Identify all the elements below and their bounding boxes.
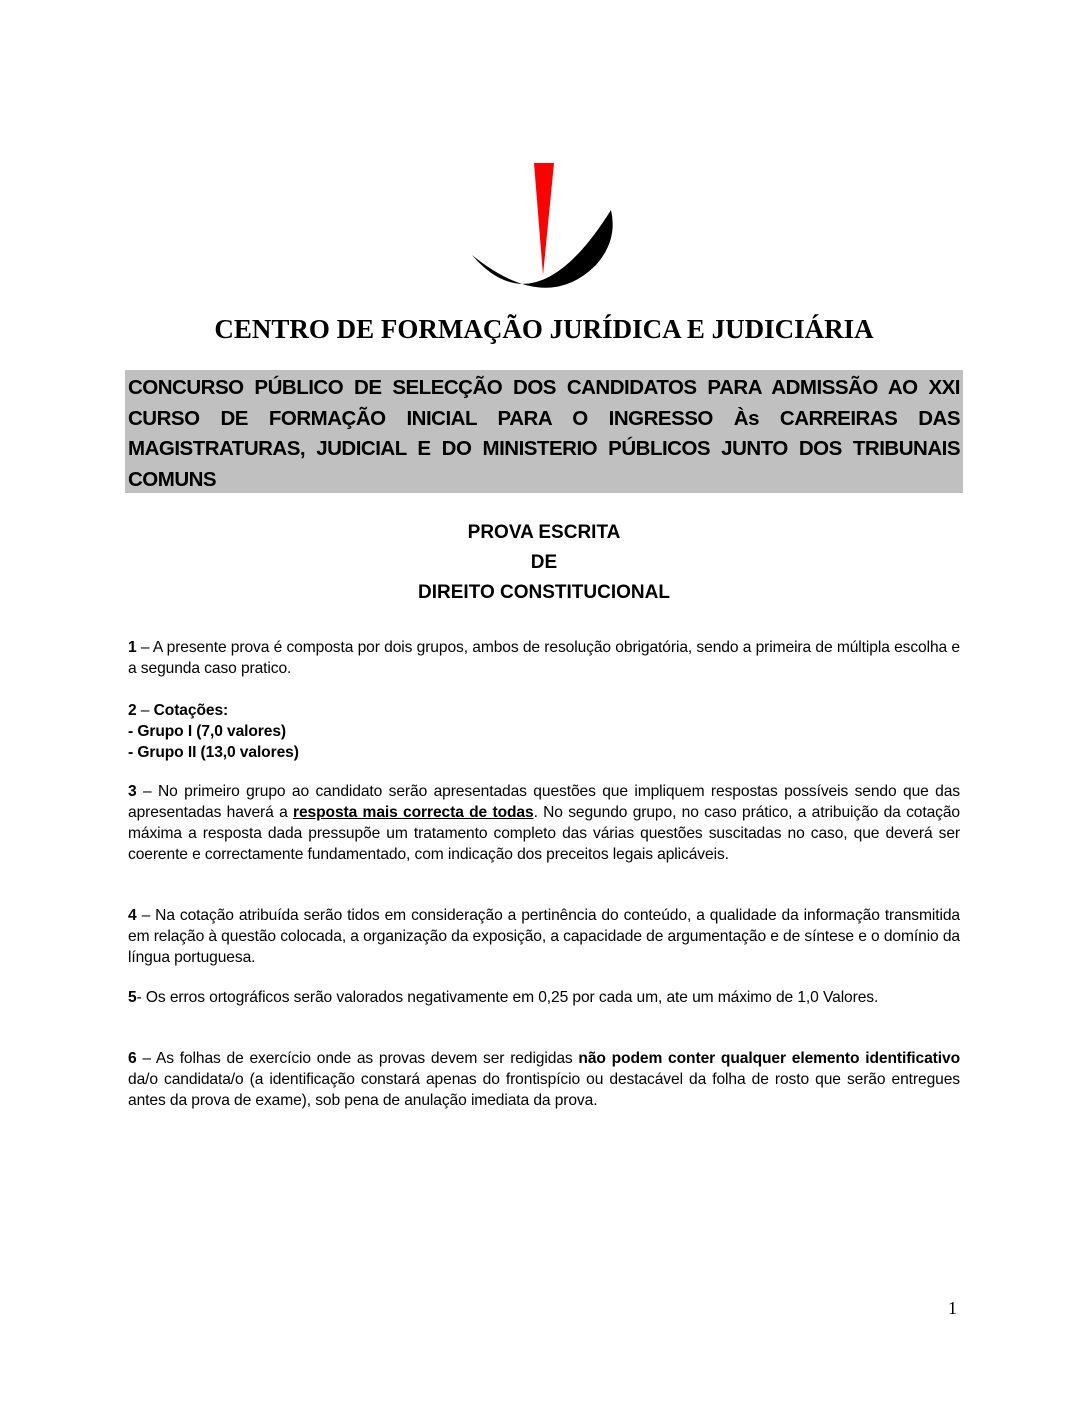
item-text: da/o candidata/o (a identificação constará apenas do frontispício ou destacável da folha de rosto que serão entregues antes da prova de exame), sob pena de anulação imediata da prova. (128, 1071, 960, 1109)
institution-logo (466, 155, 626, 295)
exam-title-line2: DE (530, 552, 558, 573)
instruction-6 (128, 1048, 960, 1111)
logo-red-wedge (534, 163, 554, 275)
concurso-line: CURSO DE FORMAÇÃO INICIAL PARA O INGRESSO Às CARREIRAS DAS (128, 406, 960, 430)
concurso-line: MAGISTRATURAS, JUDICIAL E DO MINISTERIO PÚBLICOS JUNTO DOS TRIBUNAIS (128, 437, 960, 460)
logo-icon (466, 155, 626, 295)
item-number: 2 (128, 702, 137, 719)
institution-name: CENTRO DE FORMAÇÃO JURÍDICA E JUDICIÁRIA (214, 314, 874, 344)
cotacoes-heading (128, 700, 960, 721)
grupo-1-score: - Grupo I (7,0 valores) (128, 723, 287, 740)
item-text: . No segundo grupo, no caso prático, a atribuição da cotação máxima a resposta dada pressupõe um tratamento completo das várias questões suscitadas no caso, que deverá ser coerente e correctamente fundamentado, com indicação dos preceitos legais aplicáveis. (128, 804, 960, 863)
instruction-3 (128, 781, 960, 865)
instruction-2 (128, 700, 960, 763)
exam-title-line1: PROVA ESCRITA (467, 522, 621, 543)
item-text: – As folhas de exercício onde as provas devem ser redigidas (136, 1050, 579, 1067)
item-number: 6 (128, 1050, 137, 1067)
item-text: - Os erros ortográficos serão valorados negativamente em 0,25 por cada um, ate um máximo de 1,0 Valores. (136, 989, 879, 1006)
exam-title-line3: DIREITO CONSTITUCIONAL (418, 582, 670, 603)
item-emphasis: resposta mais correcta de todas (293, 804, 534, 821)
instruction-4 (128, 905, 960, 968)
concurso-line: COMUNS (128, 467, 217, 491)
instruction-5 (128, 987, 960, 1008)
item-number: 5 (128, 989, 137, 1006)
concurso-line: CONCURSO PÚBLICO DE SELECÇÃO DOS CANDIDATOS PARA ADMISSÃO AO XXI (128, 376, 960, 399)
item-number: 4 (128, 907, 137, 924)
cotacoes-label: Cotações: (153, 702, 229, 719)
grupo-2-score: - Grupo II (13,0 valores) (128, 744, 299, 761)
instruction-1 (128, 637, 960, 679)
item-text: – No primeiro grupo ao candidato serão apresentadas questões que impliquem respostas possíveis sendo que das apresentadas haverá a (128, 783, 960, 821)
exam-title (0, 518, 1088, 608)
page-number: 1 (948, 1298, 957, 1318)
item-text: – A presente prova é composta por dois grupos, ambos de resolução obrigatória, sendo a primeira de múltipla escolha e a segunda caso pratico. (128, 639, 960, 677)
item-number: 3 (128, 783, 137, 800)
item-text: – Na cotação atribuída serão tidos em consideração a pertinência do conteúdo, a qualidade da informação transmitida em relação à questão colocada, a organização da exposição, a capacidade de argumentação e de síntese e o domínio da língua portuguesa. (128, 907, 961, 966)
item-number: 1 (128, 639, 137, 656)
concurso-heading (128, 373, 960, 495)
item-emphasis: não podem conter qualquer elemento identificativo (578, 1050, 960, 1067)
item-dash: – (136, 702, 154, 719)
